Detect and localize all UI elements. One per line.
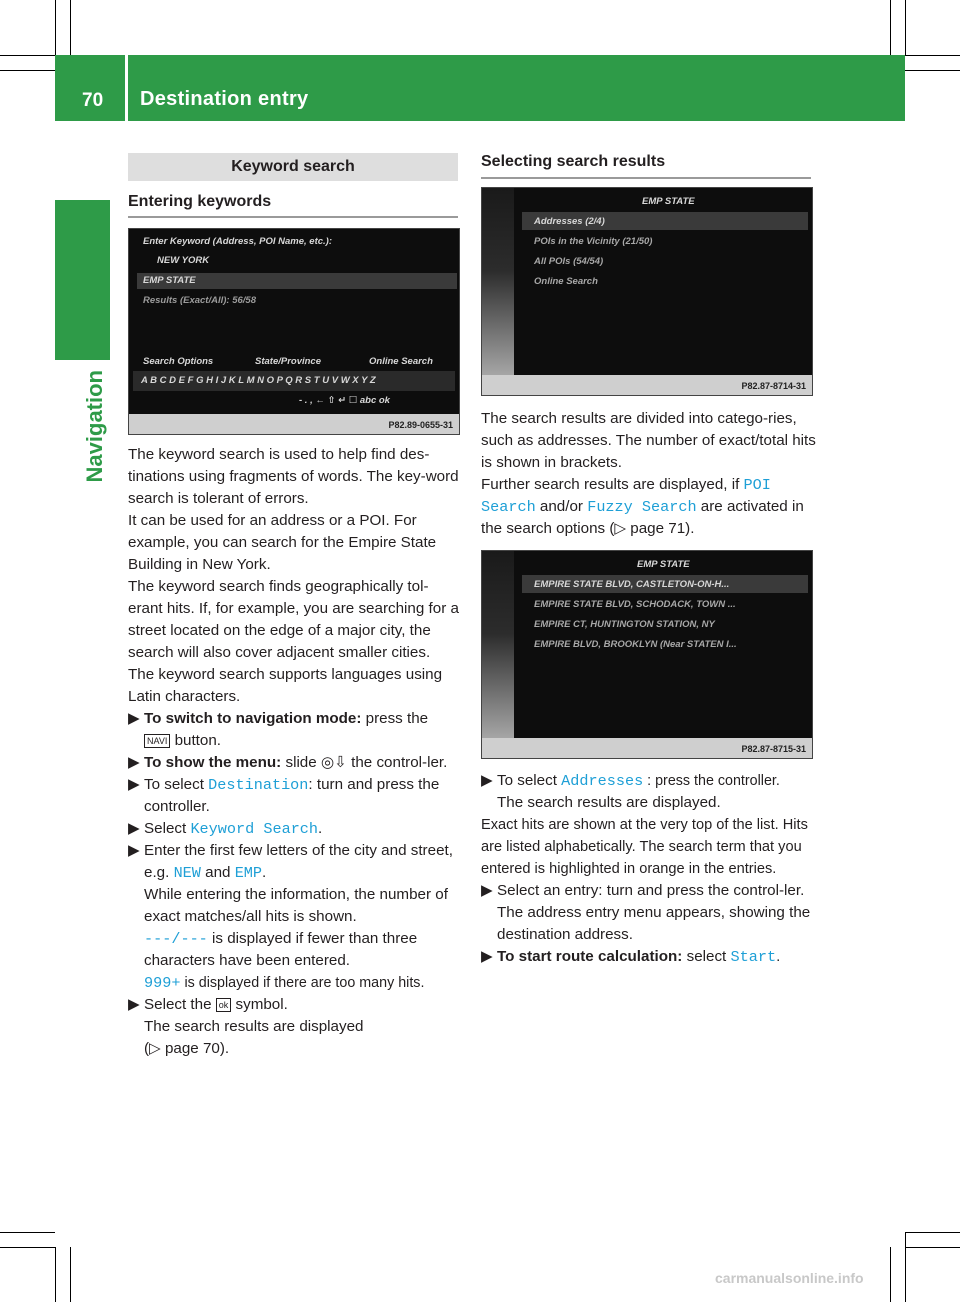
- figure-code: P82.87-8715-31: [741, 744, 806, 754]
- subheading: Entering keywords: [128, 193, 272, 210]
- arrow-icon: ▶: [128, 754, 140, 771]
- result-category: All POIs (54/54): [534, 256, 604, 267]
- bullet: [128, 994, 463, 1060]
- screenshot-search-results: [481, 187, 813, 396]
- text: Select an entry: turn and press the control-ler.: [497, 882, 805, 899]
- crop-mark: [905, 0, 906, 55]
- menu-term: NEW: [173, 864, 201, 882]
- text: slide ◎⇩ the control-ler.: [281, 754, 448, 771]
- text: are activated in the search options (▷ page 71).: [481, 498, 804, 537]
- menu-term: Keyword Search: [190, 820, 319, 838]
- crop-mark: [905, 1232, 906, 1302]
- bullet: [481, 880, 816, 946]
- text: and/or: [535, 498, 588, 515]
- crop-mark: [70, 0, 71, 55]
- screen-title: EMP STATE: [642, 196, 695, 207]
- paragraph: Exact hits are shown at the very top of the list. Hits are listed alphabetically. The search term that you entered is highlighted in orange in the entries.: [481, 817, 808, 877]
- crop-mark: [0, 1247, 55, 1248]
- paragraph: It can be used for an address or a POI. For example, you can search for the Empire State Building in New York.: [128, 512, 437, 573]
- page-title: Destination entry: [140, 88, 309, 110]
- figure-code: P82.87-8714-31: [741, 381, 806, 391]
- footer-watermark[interactable]: carmanualsonline.info: [715, 1270, 864, 1286]
- screen-line: State/Province: [255, 356, 321, 367]
- text: symbol.: [231, 996, 288, 1013]
- menu-term: Addresses: [561, 772, 644, 790]
- text: The search results are displayed: [144, 1018, 364, 1035]
- screen-line: Search Options: [143, 356, 214, 367]
- result-category: Addresses (2/4): [534, 216, 605, 227]
- text: : turn and press the controller.: [144, 776, 440, 815]
- side-tab-label: Navigation: [82, 370, 107, 483]
- arrow-icon: ▶: [128, 710, 140, 727]
- bold-text: To show the menu:: [144, 754, 282, 771]
- bullet: [128, 708, 463, 752]
- result-entry: EMPIRE STATE BLVD, SCHODACK, TOWN ...: [534, 599, 736, 610]
- text: is displayed if there are too many hits.: [180, 975, 425, 991]
- text: .: [776, 948, 781, 965]
- bullet: [128, 840, 463, 994]
- crop-mark: [0, 55, 55, 56]
- result-entry: EMPIRE BLVD, BROOKLYN (Near STATEN I...: [534, 639, 737, 650]
- figure-code: P82.89-0655-31: [388, 420, 453, 430]
- result-category: Online Search: [534, 276, 598, 287]
- bullet: [128, 774, 463, 818]
- screen-line: Results (Exact/All): 56/58: [143, 295, 256, 306]
- page-number: 70: [82, 90, 104, 111]
- paragraph: [481, 474, 816, 540]
- menu-term: EMP: [234, 864, 263, 882]
- bold-text: To switch to navigation mode:: [144, 710, 362, 727]
- crop-mark: [905, 55, 960, 56]
- crop-mark: [905, 1232, 960, 1233]
- result-entry: EMPIRE STATE BLVD, CASTLETON-ON-H...: [534, 579, 730, 590]
- screenshot-keyword-entry: [128, 228, 460, 435]
- text: .: [262, 864, 267, 881]
- side-gradient: [482, 551, 514, 758]
- section-title: Keyword search: [128, 153, 458, 181]
- subheading: Selecting search results: [481, 153, 666, 170]
- arrow-icon: ▶: [481, 772, 493, 789]
- text: Select the: [144, 996, 216, 1013]
- navi-icon: NAVI: [144, 734, 170, 748]
- menu-term: POI Search: [481, 476, 771, 516]
- text: To select: [497, 772, 562, 789]
- text: press the: [361, 710, 429, 727]
- ok-icon: ok: [216, 998, 232, 1012]
- paragraph: The keyword search is used to help find des-tinations using fragments of words. The key-word search is tolerant of errors.: [128, 446, 459, 507]
- crop-mark: [70, 1247, 71, 1302]
- right-body-bottom: [481, 770, 816, 968]
- crop-mark: [890, 1247, 891, 1302]
- text: select: [682, 948, 731, 965]
- header-divider: [125, 55, 128, 121]
- screen-title: EMP STATE: [637, 559, 690, 570]
- left-body: [128, 444, 463, 1060]
- bold-text: To start route calculation:: [497, 948, 683, 965]
- text: While entering the information, the number of exact matches/all hits is shown.: [144, 886, 448, 925]
- paragraph: The keyword search finds geographically tol-erant hits. If, for example, you are searching for a street located on the edge of a major city, the search will also cover adjacent smaller cities.: [128, 578, 459, 661]
- crop-mark: [55, 0, 56, 55]
- menu-term: ---/---: [144, 930, 208, 948]
- divider: [481, 177, 811, 179]
- side-gradient: [482, 188, 514, 395]
- screen-line: A B C D E F G H I J K L M N O P Q R S T U V W X Y Z: [141, 375, 376, 386]
- bullet: [481, 946, 816, 968]
- arrow-icon: ▶: [128, 776, 140, 793]
- arrow-icon: ▶: [128, 842, 140, 859]
- menu-term: Start: [730, 948, 777, 966]
- crop-mark: [0, 70, 55, 71]
- right-body-top: [481, 408, 816, 540]
- paragraph: The search results are divided into catego-ries, such as addresses. The number of exact/total hits is shown in brackets.: [481, 410, 816, 471]
- text: .: [318, 820, 323, 837]
- bullet: [128, 818, 463, 840]
- text: The search results are displayed.: [497, 794, 721, 811]
- bullet: [128, 752, 463, 774]
- menu-term: 999+: [144, 974, 181, 992]
- result-entry: EMPIRE CT, HUNTINGTON STATION, NY: [534, 619, 715, 630]
- text: Select: [144, 820, 191, 837]
- crop-mark: [0, 1232, 55, 1233]
- screen-line: EMP STATE: [143, 275, 196, 286]
- side-tab: [55, 200, 110, 360]
- bullet: [481, 770, 816, 814]
- crop-mark: [55, 1247, 56, 1302]
- paragraph: The keyword search supports languages using Latin characters.: [128, 666, 443, 705]
- screenshot-address-results: [481, 550, 813, 759]
- text: Further search results are displayed, if: [481, 476, 744, 493]
- arrow-icon: ▶: [481, 882, 493, 899]
- screen-line: Online Search: [369, 356, 433, 367]
- divider: [128, 216, 458, 218]
- arrow-icon: ▶: [481, 948, 493, 965]
- text: The address entry menu appears, showing the destination address.: [497, 904, 811, 943]
- text: is displayed if fewer than three characters have been entered.: [144, 930, 418, 969]
- crop-mark: [905, 70, 960, 71]
- text: and: [200, 864, 235, 881]
- screen-line: NEW YORK: [157, 255, 210, 266]
- text: To select: [144, 776, 209, 793]
- arrow-icon: ▶: [128, 820, 140, 837]
- menu-term: Destination: [208, 776, 309, 794]
- menu-term: Fuzzy Search: [587, 498, 697, 516]
- arrow-icon: ▶: [128, 996, 140, 1013]
- crop-mark: [905, 1247, 960, 1248]
- text: : press the controller.: [643, 773, 780, 789]
- result-category: POIs in the Vicinity (21/50): [534, 236, 653, 247]
- screen-line: Enter Keyword (Address, POI Name, etc.):: [143, 236, 332, 247]
- text: button.: [170, 732, 222, 749]
- text: Enter the first few letters of the city and street, e.g.: [144, 842, 453, 881]
- crop-mark: [890, 0, 891, 55]
- page-reference: (▷ page 70).: [144, 1040, 230, 1057]
- screen-line: - . , ← ⇧ ↵ ☐ abc ok: [299, 395, 390, 406]
